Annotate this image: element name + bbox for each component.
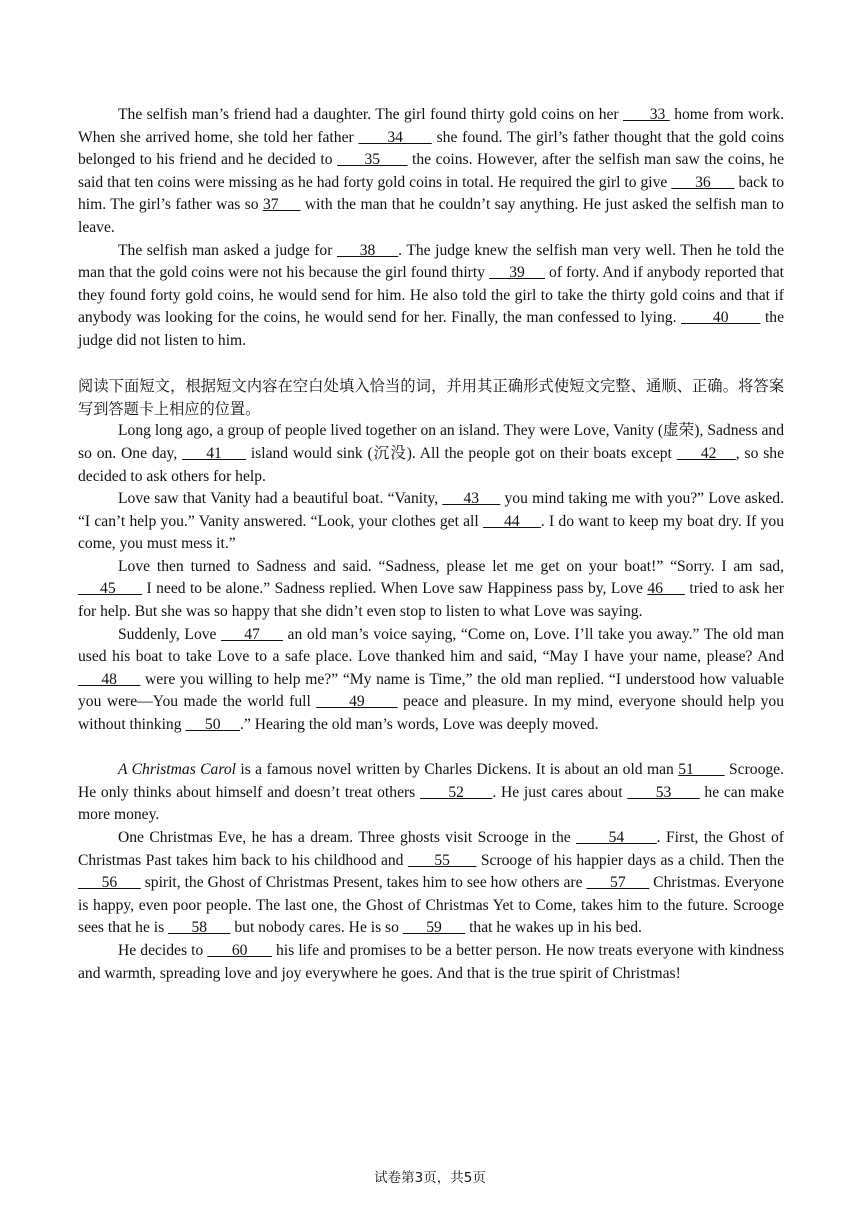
answer-blank: 40 bbox=[681, 309, 761, 327]
passage-3-paragraph bbox=[78, 940, 784, 985]
text-run: Suddenly, Love bbox=[118, 625, 222, 643]
text-run: The selfish man asked a judge for bbox=[118, 241, 337, 259]
passage-2-paragraph bbox=[78, 624, 784, 737]
answer-blank: 33 bbox=[623, 106, 670, 123]
text-run: an old man’s voice saying, “Come on, Love. I’ll take you away.” The old man used his boat to take Love to a safe place. Love thanked him and said, “May I have your name, please? And bbox=[78, 625, 784, 666]
answer-blank: 38 bbox=[336, 241, 399, 259]
text-run: , so she decided to ask others for help. bbox=[78, 444, 785, 485]
text-run: the judge did not listen to him. bbox=[78, 309, 784, 349]
text-run: Long long ago, a group of people lived together on an island. They were Love, Vanity (虚荣), Sadness and so on. One day, bbox=[78, 422, 784, 462]
answer-blank: 50 bbox=[185, 716, 241, 734]
answer-blank: 52 bbox=[419, 783, 493, 801]
answer-blank: 58 bbox=[168, 919, 231, 937]
text-run: the coins. However, after the selfish man saw the coins, he said that ten coins were missing as he had forty gold coins in total. He required the girl to give bbox=[78, 151, 784, 191]
answer-blank: 39 bbox=[489, 264, 545, 282]
answer-blank: 44 bbox=[482, 512, 541, 530]
text-run: Christmas. Everyone is happy, even poor people. The last one, the Ghost of Christmas Yet to Come, takes him to the future. Scrooge sees that he is bbox=[78, 874, 785, 937]
page-footer: 试卷第3页，共5页 bbox=[374, 1170, 486, 1186]
instruction-text: 阅读下面短文，根据短文内容在空白处填入恰当的词，并用其正确形式使短文完整、通顺、正确。将答案写到答题卡上相应的位置。 bbox=[78, 377, 784, 418]
passage-3-paragraph bbox=[78, 827, 784, 940]
answer-blank: 36 bbox=[671, 173, 735, 191]
answer-blank: 46 bbox=[647, 580, 685, 598]
text-run: that he wakes up in his bed. bbox=[465, 919, 642, 937]
passage-1-paragraph bbox=[78, 104, 784, 240]
text-run: spirit, the Ghost of Christmas Present, takes him to see how others are bbox=[140, 874, 587, 892]
passage-2-paragraph bbox=[78, 488, 784, 556]
answer-blank: 51 bbox=[678, 761, 725, 779]
answer-blank: 34 bbox=[358, 128, 432, 146]
text-run: but nobody cares. He is so bbox=[230, 919, 403, 937]
passage-1-paragraph bbox=[78, 240, 784, 353]
answer-blank: 47 bbox=[221, 625, 283, 643]
answer-blank: 56 bbox=[78, 874, 141, 892]
text-run: Love then turned to Sadness and said. “Sadness, please let me get on your boat!” “Sorry. I am sad, bbox=[118, 557, 784, 575]
text-run: with the man that he couldn’t say anything. He just asked the selfish man to leave. bbox=[78, 196, 784, 236]
text-run: were you willing to help me?” “My name is Time,” the old man replied. “I understood how valuable you were—You made the world full bbox=[78, 670, 785, 711]
answer-blank: 55 bbox=[407, 851, 477, 869]
text-run: peace and pleasure. In my mind, everyone should help you without thinking bbox=[78, 693, 785, 734]
text-run: you mind taking me with you?” Love asked. “I can’t help you.” Vanity answered. “Look, your clothes get all bbox=[78, 490, 785, 530]
text-run: he can make more money. bbox=[78, 783, 785, 824]
text-run: . He just cares about bbox=[492, 783, 628, 801]
text-run: home from work. When she arrived home, she told her father bbox=[78, 106, 784, 146]
text-run: tried to ask her for help. But she was so happy that she didn’t even stop to listen to what Love was saying. bbox=[78, 580, 784, 621]
answer-blank: 42 bbox=[676, 444, 736, 462]
text-run: island would sink (沉没). All the people got on their boats except bbox=[246, 444, 677, 462]
answer-blank: 57 bbox=[586, 874, 650, 892]
answer-blank: 49 bbox=[316, 693, 398, 711]
book-title: A Christmas Carol bbox=[118, 761, 236, 779]
text-run: . The judge knew the selfish man very well. Then he told the man that the gold coins were not his because the girl found thirty bbox=[78, 241, 784, 282]
passage-2-paragraph bbox=[78, 556, 784, 624]
answer-blank: 41 bbox=[182, 444, 246, 462]
passage-2-paragraph bbox=[78, 420, 784, 488]
passage-2 bbox=[78, 375, 784, 737]
text-run: .” Hearing the old man’s words, Love was deeply moved. bbox=[240, 716, 599, 734]
passage-3 bbox=[78, 759, 784, 985]
text-run: The selfish man’s friend had a daughter. The girl found thirty gold coins on her bbox=[118, 106, 624, 123]
text-run: of forty. And if anybody reported that they found forty gold coins, he would send for him. He also told the girl to take the thirty gold coins and that if anybody was looking for the coins, he would send for her. Finally, the man confessed to lying. bbox=[78, 264, 784, 327]
exam-page bbox=[78, 104, 784, 985]
answer-blank: 53 bbox=[627, 783, 700, 801]
passage-1 bbox=[78, 104, 784, 353]
text-run: is a famous novel written by Charles Dickens. It is about an old man bbox=[235, 761, 679, 779]
answer-blank: 37 bbox=[262, 196, 301, 214]
text-run: He decides to bbox=[118, 941, 208, 959]
answer-blank: 45 bbox=[78, 580, 143, 598]
text-run: One Christmas Eve, he has a dream. Three ghosts visit Scrooge in the bbox=[118, 829, 577, 846]
answer-blank: 54 bbox=[576, 829, 657, 846]
text-run: Scrooge of his happier days as a child. Then the bbox=[476, 851, 784, 869]
text-run: I need to be alone.” Sadness replied. When Love saw Happiness pass by, Love bbox=[142, 580, 648, 598]
passage-3-paragraph bbox=[78, 759, 784, 827]
text-run: back to him. The girl’s father was so bbox=[78, 173, 784, 214]
text-run: Scrooge. He only thinks about himself and doesn’t treat others bbox=[78, 761, 784, 801]
answer-blank: 48 bbox=[78, 670, 141, 688]
answer-blank: 59 bbox=[402, 919, 466, 937]
answer-blank: 35 bbox=[337, 151, 408, 169]
text-run: . First, the Ghost of Christmas Past takes him back to his childhood and bbox=[78, 829, 784, 869]
text-run: Love saw that Vanity had a beautiful boat. “Vanity, bbox=[118, 490, 443, 508]
text-run: . I do want to keep my boat dry. If you come, you must mess it.” bbox=[78, 512, 784, 553]
answer-blank: 43 bbox=[442, 490, 501, 508]
text-run: his life and promises to be a better person. He now treats everyone with kindness and warmth, spreading love and joy everywhere he goes. And that is the true spirit of Christmas! bbox=[78, 941, 785, 982]
text-run: she found. The girl’s father thought that the gold coins belonged to his friend and he decided to bbox=[78, 128, 785, 169]
answer-blank: 60 bbox=[207, 941, 272, 959]
